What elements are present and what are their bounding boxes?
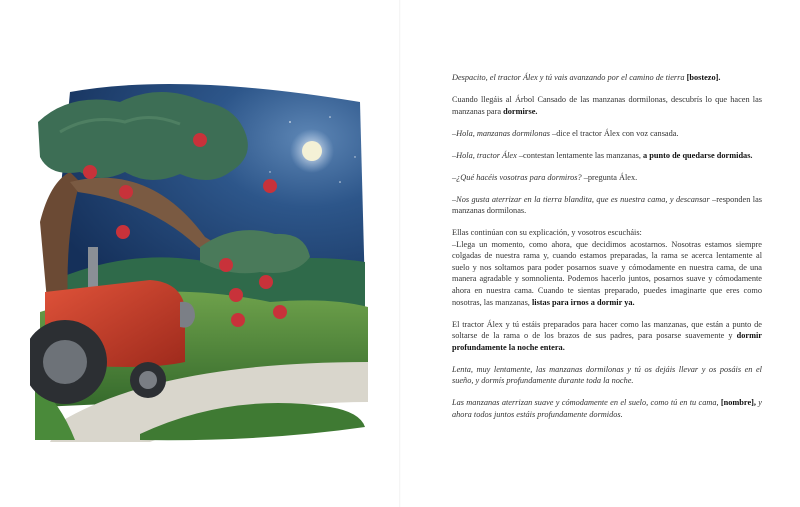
paragraph-10	[452, 397, 762, 420]
paragraph-6-italic: Nos gusta aterrizar en la tierra blandita, que es nuestra cama, y descansar	[456, 194, 710, 204]
paragraph-5	[452, 172, 762, 184]
paragraph-3-italic: Hola, manzanas dormilonas	[456, 128, 550, 138]
paragraph-4-bold: a punto de quedarse dormidas.	[643, 150, 753, 160]
paragraph-8-bold: dormir profundamente la noche entera.	[452, 331, 762, 352]
paragraph-10-bold: [nombre],	[720, 398, 756, 408]
paragraph-7-intro: Ellas continúan con su explicación, y vosotros escucháis:	[452, 228, 642, 238]
paragraph-2-text: Cuando llegáis al Árbol Cansado de las manzanas dormilonas, descubrís lo que hacen las manzanas para	[452, 94, 762, 116]
paragraph-10-italic-a: Las manzanas aterrizan suave y cómodamente en el suelo, como tú en tu cama,	[452, 398, 721, 408]
paragraph-1	[452, 72, 762, 84]
paragraph-2-bold: dormirse.	[503, 106, 538, 116]
dash: –	[452, 172, 457, 182]
paragraph-2	[452, 94, 762, 117]
paragraph-3	[452, 128, 762, 140]
night-orchard-scene	[30, 62, 370, 442]
paragraph-1-italic: Despacito, el tractor Álex y tú vais avanzando por el camino de tierra	[452, 73, 687, 82]
tree-foliage	[38, 92, 248, 180]
dash: –	[452, 194, 457, 204]
paragraph-3-text: –dice el tractor Álex con voz cansada.	[549, 128, 679, 138]
page-gutter	[399, 0, 401, 507]
dash: –	[452, 150, 457, 160]
paragraph-4	[452, 150, 762, 162]
paragraph-7-text: –Llega un momento, como ahora, que decidimos acostarnos. Nosotras estamos siempre colgadas de nuestra rama y, cuando estamos preparadas, la rama se acerca lentamente al suelo y nos soltamos para poder posarnos suave y cómodamente en nuestra cama, de una manera agradable y somnolienta. Podemos hacerlo juntos, posarnos suave y cómodamente ahora en nuestra cama. Cuando te sientas preparado, puedes imaginarte que eres como nosotras, las manzanas,	[452, 239, 762, 307]
dash: –	[452, 128, 457, 138]
story-text	[452, 72, 762, 431]
paragraph-7	[452, 227, 762, 308]
paragraph-8	[452, 319, 762, 354]
paragraph-5-text: –pregunta Álex.	[581, 172, 638, 182]
paragraph-5-italic: ¿Qué hacéis vosotras para dormiros?	[456, 172, 582, 182]
paragraph-1-bold: [bostezo].	[686, 73, 721, 82]
paragraph-4-text: –contestan lentamente las manzanas,	[516, 150, 644, 160]
paragraph-6	[452, 194, 762, 217]
paragraph-7-bold: listas para irnos a dormir ya.	[531, 297, 635, 307]
illustration	[30, 62, 370, 442]
paragraph-4-italic: Hola, tractor Álex	[456, 150, 517, 160]
paragraph-8-text: El tractor Álex y tú estáis preparados para hacer como las manzanas, que están a punto de soltarse de la rama o de los brazos de sus padres, para posarse suavemente y	[452, 319, 762, 341]
paragraph-9	[452, 364, 762, 387]
paragraph-9-italic: Lenta, muy lentamente, las manzanas dormilonas y tú os dejáis llevar y os posáis en el sueño, y dormís profundamente durante toda la noche.	[452, 364, 762, 386]
paragraph-10-italic-b: y ahora todos juntos estáis profundamente dormidos.	[452, 398, 762, 419]
paragraph-6-text: –responden las manzanas dormilonas.	[452, 194, 762, 216]
moon-icon	[302, 141, 322, 161]
